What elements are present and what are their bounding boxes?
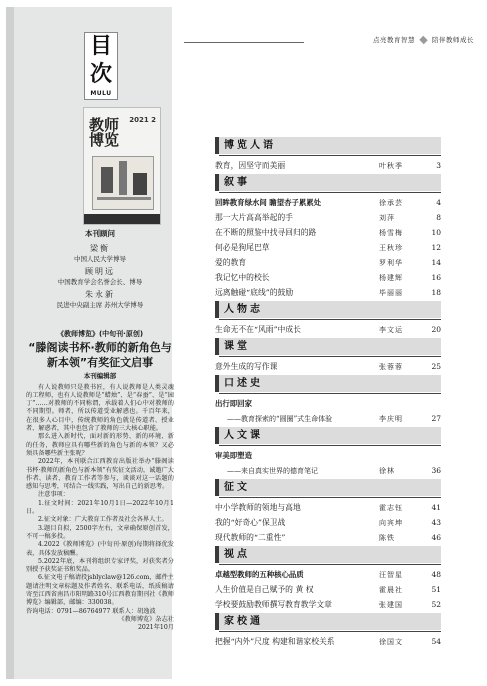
section-entries xyxy=(215,154,441,173)
entry-author: 叶秋季 xyxy=(379,162,403,170)
entry-title: 远离触碰“底线”的鼓励 xyxy=(215,288,294,297)
left-stripe xyxy=(6,7,14,679)
entry-author: 向宾坤 xyxy=(379,519,403,527)
entry-author: 罗利华 xyxy=(379,259,403,267)
contents-title-box xyxy=(84,32,118,100)
section-heading: 人文课 xyxy=(215,427,441,444)
contents-title-english: MULU xyxy=(90,90,112,97)
toc-entry[interactable] xyxy=(215,396,441,411)
toc-entry[interactable] xyxy=(215,210,441,225)
toc-entry[interactable] xyxy=(215,411,441,426)
header-slogan-right: 陪伴教师成长 xyxy=(432,36,474,44)
section-entries xyxy=(215,355,441,374)
notice-contact: 咨询电话：0791—86764977 联系人：胡逸波 xyxy=(26,607,156,615)
entry-author: 徐承芸 xyxy=(379,199,403,207)
entry-title: 出行即回家 xyxy=(215,399,252,408)
notice-dept: 本刊编辑部 xyxy=(83,372,117,381)
toc-section xyxy=(215,137,441,173)
notice-paragraph: 1.征文时间：2021年10月1日—2022年10月1日。 xyxy=(26,499,174,516)
toc-entry[interactable] xyxy=(215,530,441,545)
section-heading: 视点 xyxy=(215,546,441,563)
toc-entry[interactable] xyxy=(215,359,441,374)
entry-author: 张建国 xyxy=(379,601,403,609)
entry-author: 毕丽丽 xyxy=(379,289,403,297)
toc-entry[interactable] xyxy=(215,567,441,582)
notice-paragraph: 注意事项： xyxy=(38,491,69,499)
notice-signature: 《教师博览》杂志社 xyxy=(118,615,174,623)
entry-title: 中小学教师的领地与高地 xyxy=(215,503,301,512)
toc-entry[interactable] xyxy=(215,634,441,649)
entry-title: 我的“好奇心”保卫战 xyxy=(215,518,286,527)
entry-author: 杨雪梅 xyxy=(379,229,403,237)
entry-page: 52 xyxy=(431,600,441,609)
advisor-name: 梁衡 xyxy=(90,244,110,253)
header-rule xyxy=(184,42,304,43)
toc-entry[interactable] xyxy=(215,500,441,515)
toc-section xyxy=(215,546,441,612)
entry-title: 爱的教育 xyxy=(215,258,247,267)
entry-author: 李文运 xyxy=(379,326,403,334)
entry-page: 18 xyxy=(431,288,441,297)
notice-paragraph: 3.题目自拟，2500字左右，文章确保原创首发，不可一稿多投。 xyxy=(26,524,174,540)
section-entries xyxy=(215,191,441,300)
advisor-name: 顾明远 xyxy=(85,267,115,276)
entry-page: 4 xyxy=(436,198,441,207)
entry-title: 现代教师的“二重性” xyxy=(215,533,286,542)
entry-title: 我记忆中的校长 xyxy=(215,273,270,282)
section-heading: 家校通 xyxy=(215,613,441,630)
advisors-heading: 本刊顾问 xyxy=(85,229,115,238)
header-emblem-icon xyxy=(419,36,427,44)
toc-entry[interactable] xyxy=(215,515,441,530)
entry-page: 41 xyxy=(431,503,441,512)
section-heading: 征文 xyxy=(215,479,441,496)
section-entries xyxy=(215,318,441,337)
entry-page: 25 xyxy=(431,362,441,371)
entry-title: 回眸教育绿水间 瞻望杏子累累处 xyxy=(215,198,322,207)
entry-author: 徐林 xyxy=(379,467,395,475)
notice-date: 2021年10月 xyxy=(138,624,174,632)
entry-author: 张蓉蓉 xyxy=(379,363,403,371)
notice-paragraph: 2022年，本刊联合江西教育出版社举办“滕阁读书杯·教师的新角色与新本领”有奖征文活动，诚邀广大作者、读者、教育工作者等参与，谈谈对这一话题的感知与思考，可结合一线实践，写出自己的新思考。 xyxy=(26,458,174,491)
advisor-name: 朱永新 xyxy=(85,290,115,299)
left-column xyxy=(6,7,172,679)
entry-author: 陈铁 xyxy=(379,534,395,542)
toc-section xyxy=(215,479,441,545)
section-entries xyxy=(215,563,441,612)
entry-author: 徐国文 xyxy=(379,638,403,646)
contents-title-char-1: 目 xyxy=(89,34,112,59)
toc-entry[interactable] xyxy=(215,195,441,210)
section-heading: 口述史 xyxy=(215,375,441,392)
entry-page: 27 xyxy=(431,414,441,423)
entry-title: 那一大片高高举起的手 xyxy=(215,213,293,222)
entry-page: 16 xyxy=(431,273,441,282)
entry-title: 审美即塑造 xyxy=(215,451,252,460)
entry-title: 何必是狗尾巴草 xyxy=(215,243,270,252)
entry-page: 8 xyxy=(436,213,441,222)
toc-section xyxy=(215,301,441,337)
section-entries xyxy=(215,444,441,478)
notice-paragraph: 有人说教师只是教书匠，有人说教师是人类灵魂的工程师，也有人说教师是“蜡烛”、是“春蚕”、是“园丁”……对教师的不同称谓，承载着人们心中对教师的不同期望。师者，所以传道受业解惑也。千百年来，在很多人心目中，传统教师的角色就是传道者、授业者、解惑者，其中也包含了教师的三大核心职能。 xyxy=(26,383,174,433)
section-heading: 课堂 xyxy=(215,338,441,355)
entry-author: 霍晨社 xyxy=(379,586,403,594)
entry-page: 43 xyxy=(431,518,441,527)
entry-page: 46 xyxy=(431,533,441,542)
entry-author: 刘萍 xyxy=(379,214,395,222)
section-heading: 人物志 xyxy=(215,301,441,318)
notice-source: 《教师博览》(中旬刊·原创) xyxy=(56,330,144,338)
notice-paragraph: 那么进入新时代，面对新的形势、新的环境、新的任务，教师应具有哪些新的角色与新的本领？又必须具备哪些新主张呢？ xyxy=(26,433,174,457)
table-of-contents xyxy=(215,136,441,649)
cover-footer-band xyxy=(84,214,160,224)
entry-page: 3 xyxy=(436,161,441,170)
toc-entry[interactable] xyxy=(215,463,441,478)
entry-title: ——来自真实世界的德育笔记 xyxy=(227,467,318,475)
toc-section xyxy=(215,613,441,649)
cover-title: 教师博览 xyxy=(89,116,120,149)
entry-title: 生命无不在“风雨”中成长 xyxy=(215,325,301,334)
notice-paragraph: 2.征文对象：广大教育工作者及社会各界人士。 xyxy=(38,516,168,524)
entry-author: 霍志钰 xyxy=(379,504,403,512)
toc-entry[interactable] xyxy=(215,225,441,240)
entry-title: 教育，因坚守而美丽 xyxy=(215,161,286,170)
entry-page: 51 xyxy=(431,585,441,594)
section-entries xyxy=(215,496,441,545)
entry-page: 48 xyxy=(431,570,441,579)
advisor-desc: 民进中央副主席 苏州大学博导 xyxy=(56,301,144,309)
toc-entry[interactable] xyxy=(215,255,441,270)
contest-notice xyxy=(26,330,174,633)
entry-author: 杨建辉 xyxy=(379,274,403,282)
cover-issue: 2021 2 xyxy=(129,116,156,124)
advisors-block xyxy=(26,229,174,313)
notice-paragraph: 6.征文电子稿请投jsblyclaw@126.com，邮件主题请注明文章标题及作者姓名、联系电话，纸质稿请寄至江西省南昌市阳明路310号江西教育期刊社《教师博览》编辑部，邮编：330038。 xyxy=(26,574,174,607)
toc-entry[interactable] xyxy=(215,270,441,285)
header-slogan-left: 点亮教育智慧 xyxy=(373,36,415,44)
entry-title: 学校要鼓励教师撰写教育教学文章 xyxy=(215,600,332,609)
notice-paragraph: 4.2022《教师博览》(中旬刊·原创)每期将择优发表，具体发放稿酬。 xyxy=(26,541,174,557)
entry-title: 在不断的照鉴中找寻回归的路 xyxy=(215,228,317,237)
toc-entry[interactable] xyxy=(215,240,441,255)
toc-entry[interactable] xyxy=(215,448,441,463)
entry-title: 卓越型教师的五种核心品质 xyxy=(215,570,304,579)
section-heading: 博览人语 xyxy=(215,137,441,154)
toc-section xyxy=(215,174,441,300)
entry-author: 王秋珍 xyxy=(379,244,403,252)
entry-page: 36 xyxy=(431,466,441,475)
section-heading: 叙事 xyxy=(215,174,441,191)
entry-page: 20 xyxy=(431,325,441,334)
cover-illustration xyxy=(92,156,154,210)
toc-entry[interactable] xyxy=(215,582,441,597)
header-slogan xyxy=(373,35,474,44)
entry-title: 意外生成的写作课 xyxy=(215,362,278,371)
entry-title: ——教育探索的“圆圈”式生命体验 xyxy=(227,415,333,423)
entry-author: 李庆明 xyxy=(379,415,403,423)
toc-entry[interactable] xyxy=(215,597,441,612)
entry-page: 12 xyxy=(431,243,441,252)
entry-page: 54 xyxy=(431,637,441,646)
toc-entry[interactable] xyxy=(215,158,441,173)
entry-title: 人生价值是自己赋予的 黄 权 xyxy=(215,585,314,594)
advisor-desc: 中国人民大学博导 xyxy=(74,255,126,263)
entry-title: 把握“内外”尺度 构建和谐家校关系 xyxy=(215,637,335,646)
notice-title: “滕阁读书杯·教师的新角色与新本领”有奖征文启事 xyxy=(28,341,172,370)
advisor-desc: 中国教育学会名誉会长、博导 xyxy=(57,278,143,286)
entry-page: 10 xyxy=(431,228,441,237)
toc-entry[interactable] xyxy=(215,322,441,337)
toc-section xyxy=(215,427,441,478)
section-entries xyxy=(215,392,441,426)
entry-page: 14 xyxy=(431,258,441,267)
toc-section xyxy=(215,375,441,426)
section-entries xyxy=(215,630,441,649)
notice-paragraph: 5.2022年底，本刊将组织专家评奖，对获奖者分别授予获奖证书和奖品。 xyxy=(26,557,174,574)
contents-title-char-2: 次 xyxy=(89,62,112,87)
toc-entry[interactable] xyxy=(215,285,441,300)
entry-author: 汪智星 xyxy=(379,571,403,579)
toc-section xyxy=(215,338,441,374)
magazine-cover xyxy=(83,107,161,225)
